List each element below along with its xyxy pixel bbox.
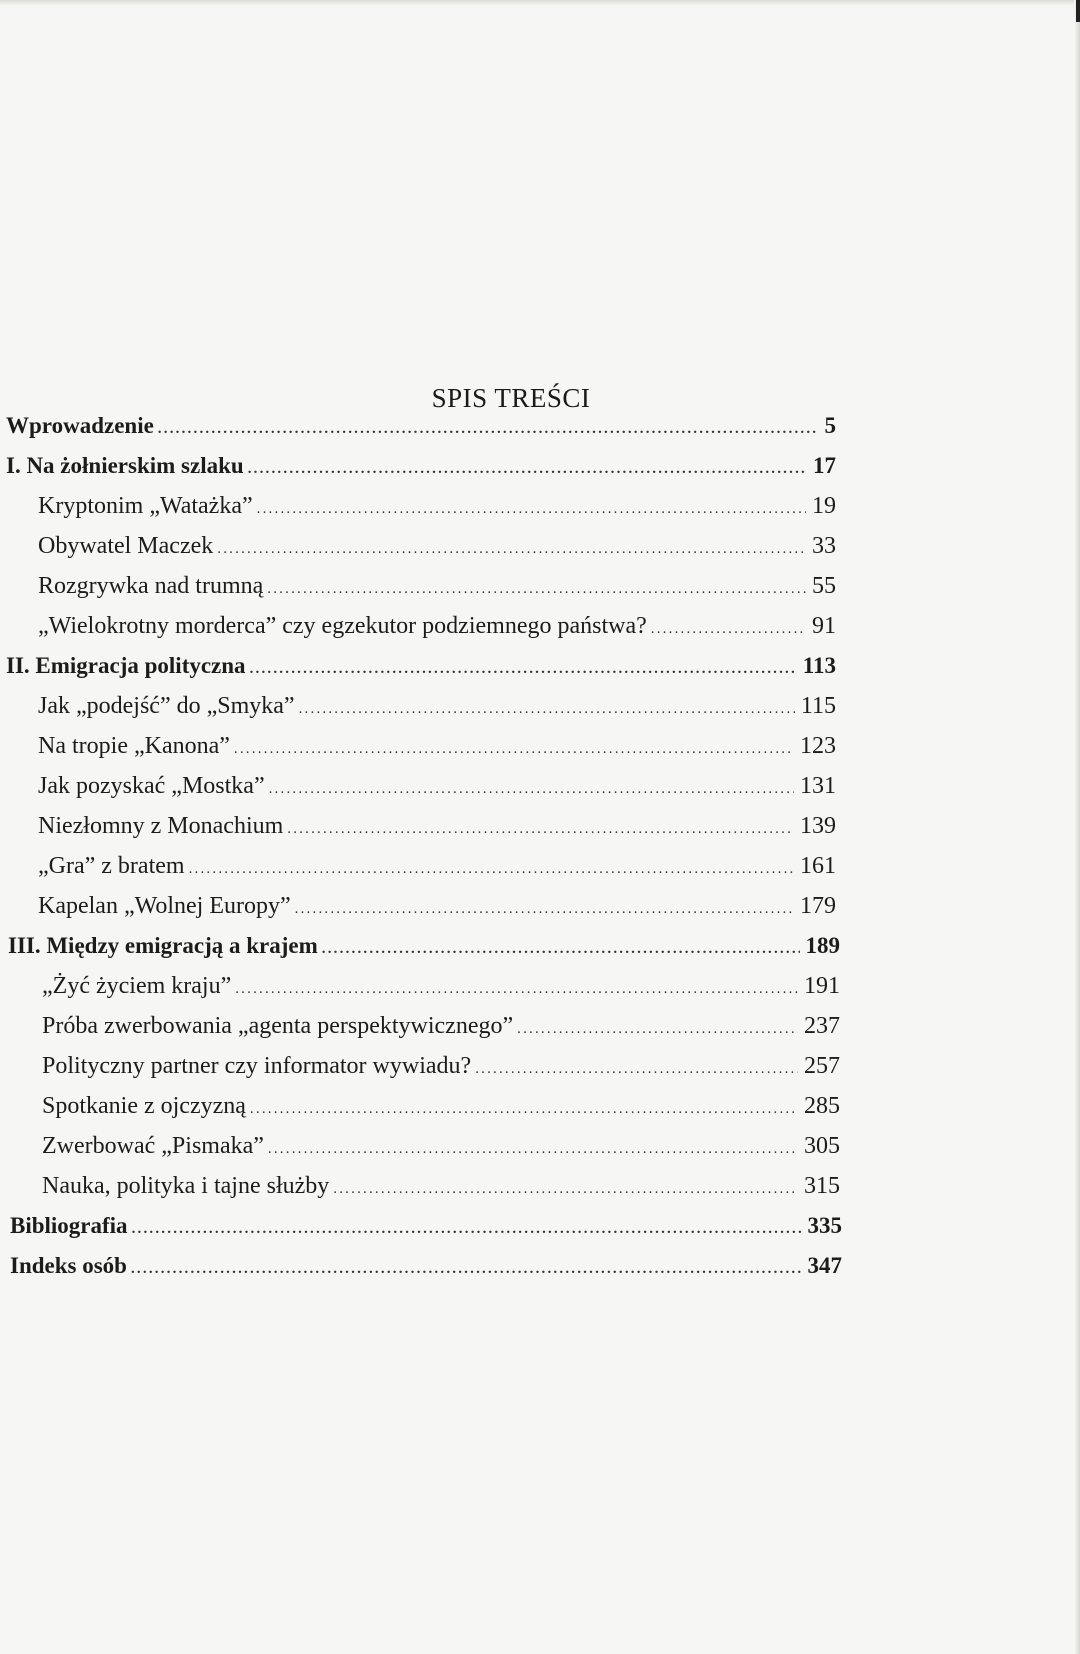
toc-entry-label: Jak „podejść” do „Smyka” xyxy=(38,693,295,719)
toc-page-number: 335 xyxy=(807,1213,842,1238)
dot-leader xyxy=(248,461,807,478)
dot-leader xyxy=(132,1221,802,1238)
toc-entry-label: Kapelan „Wolnej Europy” xyxy=(38,893,291,919)
toc-entry-section[interactable] xyxy=(38,613,836,649)
dot-leader xyxy=(250,1101,798,1118)
toc-page-number: 189 xyxy=(805,933,840,958)
toc-entry-label: Niezłomny z Monachium xyxy=(38,813,284,839)
toc-entry-section[interactable] xyxy=(38,693,836,729)
toc-entry-section[interactable] xyxy=(38,573,836,609)
toc-entry-label: Spotkanie z ojczyzną xyxy=(42,1093,246,1119)
toc-entry-chapter-3[interactable] xyxy=(8,933,840,969)
toc-entry-label: Bibliografia xyxy=(10,1213,128,1238)
page-title: SPIS TREŚCI xyxy=(431,383,591,413)
toc-page-number: 161 xyxy=(800,853,836,879)
toc-page-number: 237 xyxy=(804,1013,840,1039)
toc-page-number: 139 xyxy=(800,813,836,839)
toc-page-number: 55 xyxy=(812,573,836,599)
toc-entry-section[interactable] xyxy=(42,1013,840,1049)
dot-leader xyxy=(475,1061,798,1078)
toc-page-number: 113 xyxy=(802,653,836,678)
dot-leader xyxy=(235,981,798,998)
toc-entry-section[interactable] xyxy=(42,1173,840,1209)
toc-page-number: 17 xyxy=(813,453,836,478)
toc-entry-section[interactable] xyxy=(38,893,836,929)
dot-leader xyxy=(217,541,806,558)
toc-page-number: 305 xyxy=(804,1133,840,1159)
dot-leader xyxy=(295,901,794,918)
toc-entry-label: „Gra” z bratem xyxy=(38,853,185,879)
toc-entry-label: Kryptonim „Watażka” xyxy=(38,493,253,519)
toc-entry-label: „Żyć życiem kraju” xyxy=(42,973,232,999)
toc-entry-label: Indeks osób xyxy=(10,1253,127,1278)
toc-entry-label: Rozgrywka nad trumną xyxy=(38,573,264,599)
scan-mark xyxy=(1076,0,1080,22)
toc-entry-label: Nauka, polityka i tajne służby xyxy=(42,1173,330,1199)
toc-page-number: 91 xyxy=(812,613,836,639)
toc-page-number: 179 xyxy=(800,893,836,919)
dot-leader xyxy=(268,1141,798,1158)
toc-entry-section[interactable] xyxy=(38,733,836,769)
toc-entry-label: I. Na żołnierskim szlaku xyxy=(6,453,244,478)
toc-entry-label: III. Między emigracją a krajem xyxy=(8,933,318,958)
toc-page-number: 347 xyxy=(807,1253,842,1278)
toc-entry-section[interactable] xyxy=(42,1133,840,1169)
dot-leader xyxy=(269,781,794,798)
toc-page-number: 33 xyxy=(812,533,836,559)
toc-entry-bibliografia[interactable] xyxy=(10,1213,842,1249)
toc-entry-label: Jak pozyskać „Mostka” xyxy=(38,773,265,799)
dot-leader xyxy=(333,1181,798,1198)
toc-page-number: 115 xyxy=(800,693,836,719)
dot-leader xyxy=(517,1021,798,1038)
toc-entry-section[interactable] xyxy=(38,853,836,889)
dot-leader xyxy=(322,941,800,958)
toc-entry-section[interactable] xyxy=(42,973,840,1009)
scan-edge-top xyxy=(0,0,1080,6)
toc-entry-section[interactable] xyxy=(38,493,836,529)
toc-page-number: 131 xyxy=(800,773,836,799)
dot-leader xyxy=(651,621,806,638)
dot-leader xyxy=(158,421,819,438)
dot-leader xyxy=(234,741,794,758)
scan-edge-right xyxy=(1074,0,1080,1654)
dot-leader xyxy=(250,661,797,678)
toc-entry-section[interactable] xyxy=(38,813,836,849)
dot-leader xyxy=(287,821,794,838)
toc-entry-chapter-1[interactable] xyxy=(6,453,836,489)
toc-entry-indeks-osob[interactable] xyxy=(10,1253,842,1289)
dot-leader xyxy=(189,861,794,878)
toc-entry-section[interactable] xyxy=(42,1053,840,1089)
toc-page-number: 315 xyxy=(804,1173,840,1199)
toc-page-number: 191 xyxy=(804,973,840,999)
toc-entry-section[interactable] xyxy=(42,1093,840,1129)
toc-entry-label: Obywatel Maczek xyxy=(38,533,214,559)
toc-entry-section[interactable] xyxy=(38,773,836,809)
toc-entry-section[interactable] xyxy=(38,533,836,569)
toc-entry-label: Wprowadzenie xyxy=(6,413,154,438)
dot-leader xyxy=(299,701,795,718)
toc-page-number: 123 xyxy=(800,733,836,759)
toc-entry-chapter-2[interactable] xyxy=(6,653,836,689)
toc-entry-label: „Wielokrotny morderca” czy egzekutor podziemnego państwa? xyxy=(38,613,647,639)
toc-page-number: 19 xyxy=(812,493,836,519)
toc-entry-label: II. Emigracja polityczna xyxy=(6,653,246,678)
toc-entry-label: Polityczny partner czy informator wywiadu? xyxy=(42,1053,472,1079)
toc-entry-wprowadzenie[interactable] xyxy=(6,413,836,449)
toc-page-number: 257 xyxy=(804,1053,840,1079)
toc-entry-label: Na tropie „Kanona” xyxy=(38,733,230,759)
toc-page-number: 285 xyxy=(804,1093,840,1119)
toc-entry-label: Zwerbować „Pismaka” xyxy=(42,1133,264,1159)
toc-entry-label: Próba zwerbowania „agenta perspektywicznego” xyxy=(42,1013,514,1039)
dot-leader xyxy=(131,1261,802,1278)
dot-leader xyxy=(257,501,806,518)
dot-leader xyxy=(267,581,806,598)
toc-page-number: 5 xyxy=(824,413,836,438)
